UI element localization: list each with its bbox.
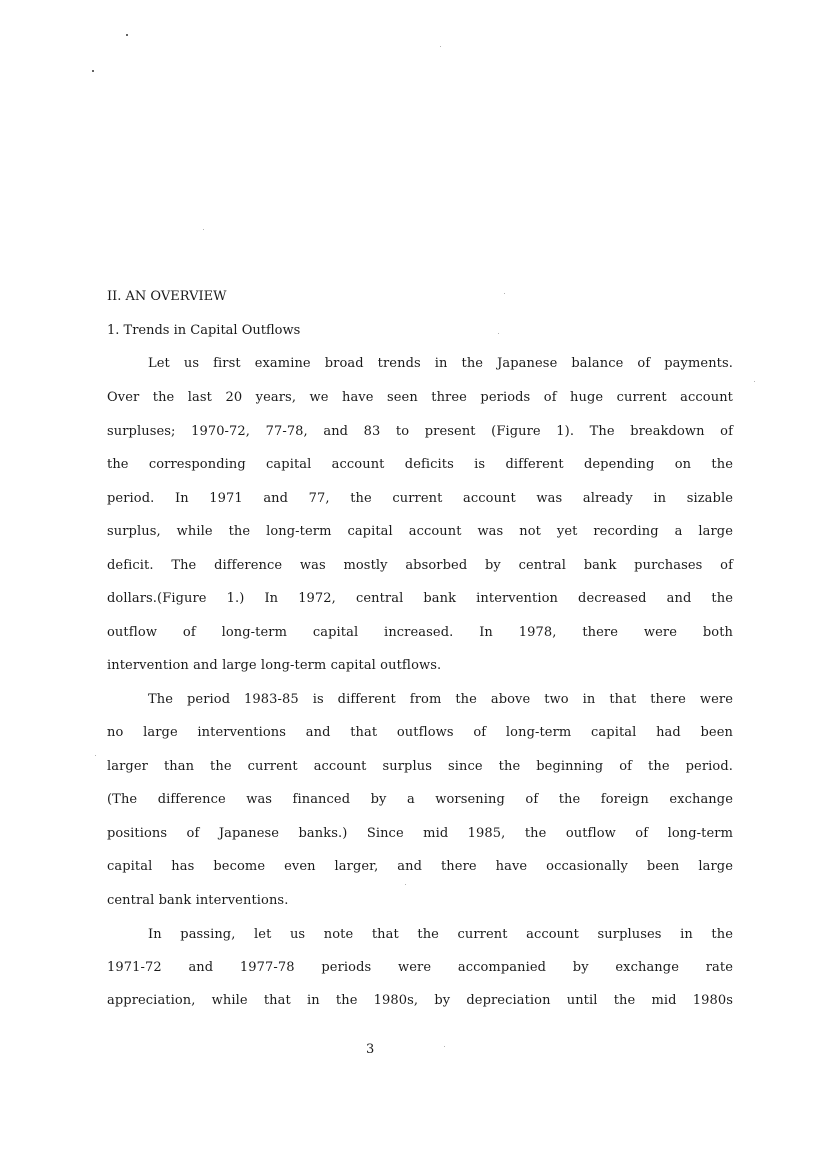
text-line: intervention and large long-term capital outflows. <box>107 658 442 673</box>
subsection-title: 1. Trends in Capital Outflows <box>107 323 301 338</box>
text-line: Let us first examine broad trends in the Japanese balance of payments. <box>148 356 733 371</box>
text-line: no large interventions and that outflows of long-term capital had been <box>107 725 733 740</box>
scan-speck <box>95 755 96 756</box>
section-title: II. AN OVERVIEW <box>107 289 227 304</box>
text-line: outflow of long-term capital increased. In 1978, there were both <box>107 625 733 640</box>
page-number: 3 <box>366 1042 375 1057</box>
text-line: surplus, while the long-term capital account was not yet recording a large <box>107 524 733 539</box>
text-line: Over the last 20 years, we have seen three periods of huge current account <box>107 390 733 405</box>
text-line: deficit. The difference was mostly absorbed by central bank purchases of <box>107 558 733 573</box>
scan-speck <box>405 884 406 885</box>
text-line: (The difference was financed by a worsening of the foreign exchange <box>107 792 733 807</box>
scan-speck <box>498 333 499 334</box>
text-line: surpluses; 1970-72, 77-78, and 83 to present (Figure 1). The breakdown of <box>107 424 733 439</box>
text-line: dollars.(Figure 1.) In 1972, central bank intervention decreased and the <box>107 591 733 606</box>
text-line: positions of Japanese banks.) Since mid 1985, the outflow of long-term <box>107 826 733 841</box>
text-line: In passing, let us note that the current account surpluses in the <box>148 927 733 942</box>
text-line: larger than the current account surplus since the beginning of the period. <box>107 759 733 774</box>
text-line: the corresponding capital account deficits is different depending on the <box>107 457 733 472</box>
text-line: 1971-72 and 1977-78 periods were accompanied by exchange rate <box>107 960 733 975</box>
scan-speck <box>440 46 441 47</box>
text-line: central bank interventions. <box>107 893 289 908</box>
scan-speck <box>444 1046 445 1047</box>
scan-speck <box>754 381 755 382</box>
text-line: period. In 1971 and 77, the current account was already in sizable <box>107 491 733 506</box>
scan-speck <box>203 229 204 230</box>
scan-speck <box>126 34 128 36</box>
text-line: The period 1983-85 is different from the above two in that there were <box>148 692 733 707</box>
text-line: appreciation, while that in the 1980s, by depreciation until the mid 1980s <box>107 993 733 1008</box>
text-line: capital has become even larger, and there have occasionally been large <box>107 859 733 874</box>
scan-speck <box>504 293 505 294</box>
scan-speck <box>92 70 94 72</box>
